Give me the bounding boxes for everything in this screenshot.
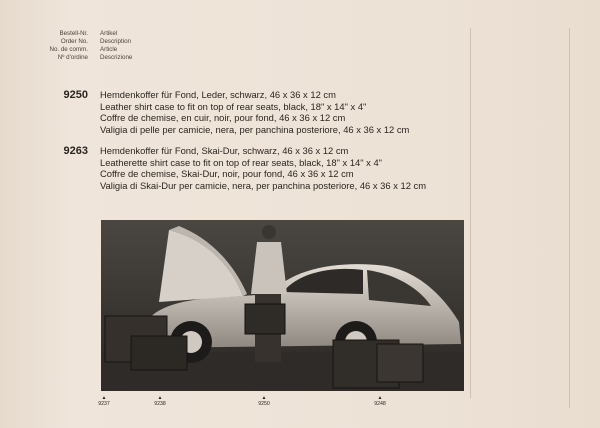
car-luggage-illustration <box>101 220 464 391</box>
description-line: Valigia di Skai-Dur per camicie, nera, per panchina posteriore, 46 x 36 x 12 cm <box>100 179 427 191</box>
order-number: 9263 <box>63 145 88 157</box>
description-line: Coffre de chemise, Skai-Dur, noir, pour fond, 46 x 36 x 12 cm <box>100 168 354 180</box>
description-line: Leather shirt case to fit on top of rear seats, black, 18" x 14" x 4" <box>100 100 367 112</box>
triangle-marker-icon: ▲ <box>261 395 267 401</box>
header-label: Article <box>100 45 118 53</box>
triangle-marker-icon: ▲ <box>377 395 383 401</box>
description-line: Hemdenkoffer für Fond, Leder, schwarz, 46 x 36 x 12 cm <box>100 89 336 100</box>
header-label: Artikel <box>100 30 118 37</box>
entry-description <box>100 89 409 135</box>
photo-caption <box>370 395 390 407</box>
header-labels-right <box>100 30 132 62</box>
entry-description <box>100 145 426 191</box>
photo-caption <box>150 395 170 407</box>
caption-number: 9248 <box>374 401 386 407</box>
column-divider <box>569 28 570 408</box>
photo-caption <box>94 395 114 407</box>
column-divider <box>470 28 471 398</box>
description-line: Coffre de chemise, en cuir, noir, pour fond, 46 x 36 x 12 cm <box>100 112 346 124</box>
header-label: Bestell-Nr. <box>59 30 88 37</box>
photo-caption <box>254 395 274 407</box>
header-label: Descrizione <box>100 53 133 61</box>
caption-number: 9237 <box>98 401 110 407</box>
triangle-marker-icon: ▲ <box>157 395 163 401</box>
header-label: Description <box>100 37 131 45</box>
caption-number: 9250 <box>258 401 270 407</box>
header-labels-left <box>20 30 88 62</box>
product-photo <box>101 220 464 391</box>
triangle-marker-icon: ▲ <box>101 395 107 401</box>
caption-number: 9238 <box>154 401 166 407</box>
header-label: Order No. <box>60 37 88 45</box>
description-line: Hemdenkoffer für Fond, Skai-Dur, schwarz, 46 x 36 x 12 cm <box>100 145 349 156</box>
description-line: Leatherette shirt case to fit on top of rear seats, black, 18" x 14" x 4" <box>100 156 383 168</box>
header-label: Nº d'ordine <box>57 53 88 61</box>
description-line: Valigia di pelle per camicie, nera, per panchina posteriore, 46 x 36 x 12 cm <box>100 123 410 135</box>
header-label: No. de comm. <box>49 45 88 53</box>
order-number: 9250 <box>63 89 88 101</box>
